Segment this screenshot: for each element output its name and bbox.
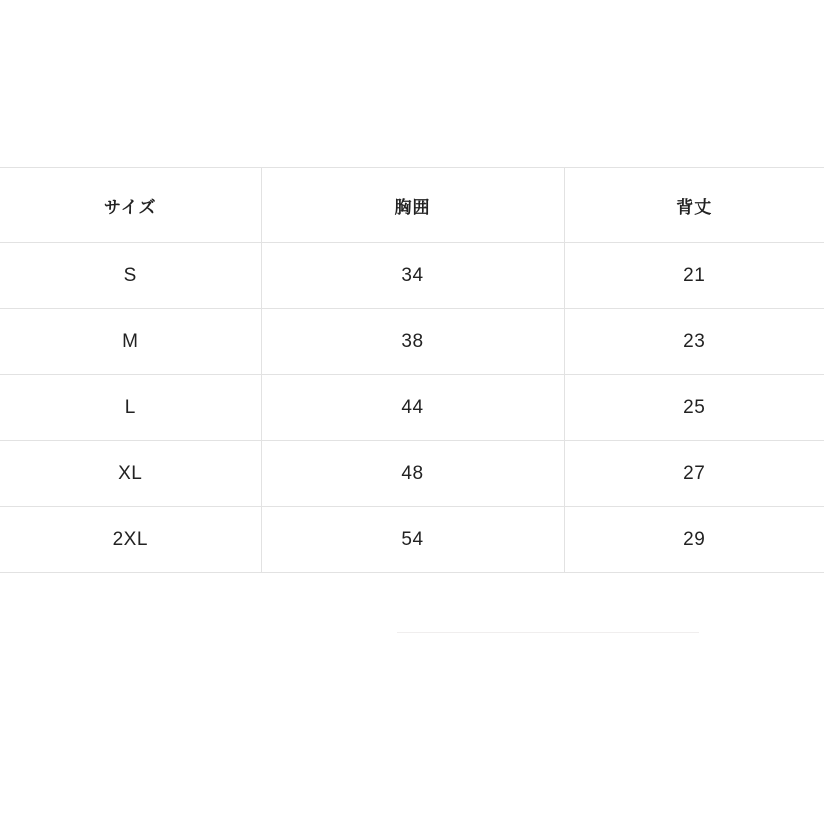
table-header-row [0, 168, 824, 243]
table-header [0, 168, 824, 243]
table-row [0, 243, 824, 309]
table-row [0, 507, 824, 573]
cell-length: 23 [564, 309, 824, 375]
table-row [0, 309, 824, 375]
column-header-size: サイズ [0, 168, 261, 243]
cell-chest: 34 [261, 243, 564, 309]
size-table-container [0, 167, 824, 573]
cell-size: M [0, 309, 261, 375]
cell-size: L [0, 375, 261, 441]
cell-length: 25 [564, 375, 824, 441]
table-body [0, 243, 824, 573]
column-header-chest: 胸囲 [261, 168, 564, 243]
cell-length: 21 [564, 243, 824, 309]
cell-length: 29 [564, 507, 824, 573]
column-header-length: 背丈 [564, 168, 824, 243]
cell-chest: 44 [261, 375, 564, 441]
table-row [0, 375, 824, 441]
cell-chest: 48 [261, 441, 564, 507]
table-row [0, 441, 824, 507]
decorative-divider [397, 632, 699, 633]
cell-length: 27 [564, 441, 824, 507]
cell-chest: 38 [261, 309, 564, 375]
cell-size: XL [0, 441, 261, 507]
cell-size: S [0, 243, 261, 309]
size-table [0, 167, 824, 573]
cell-chest: 54 [261, 507, 564, 573]
cell-size: 2XL [0, 507, 261, 573]
